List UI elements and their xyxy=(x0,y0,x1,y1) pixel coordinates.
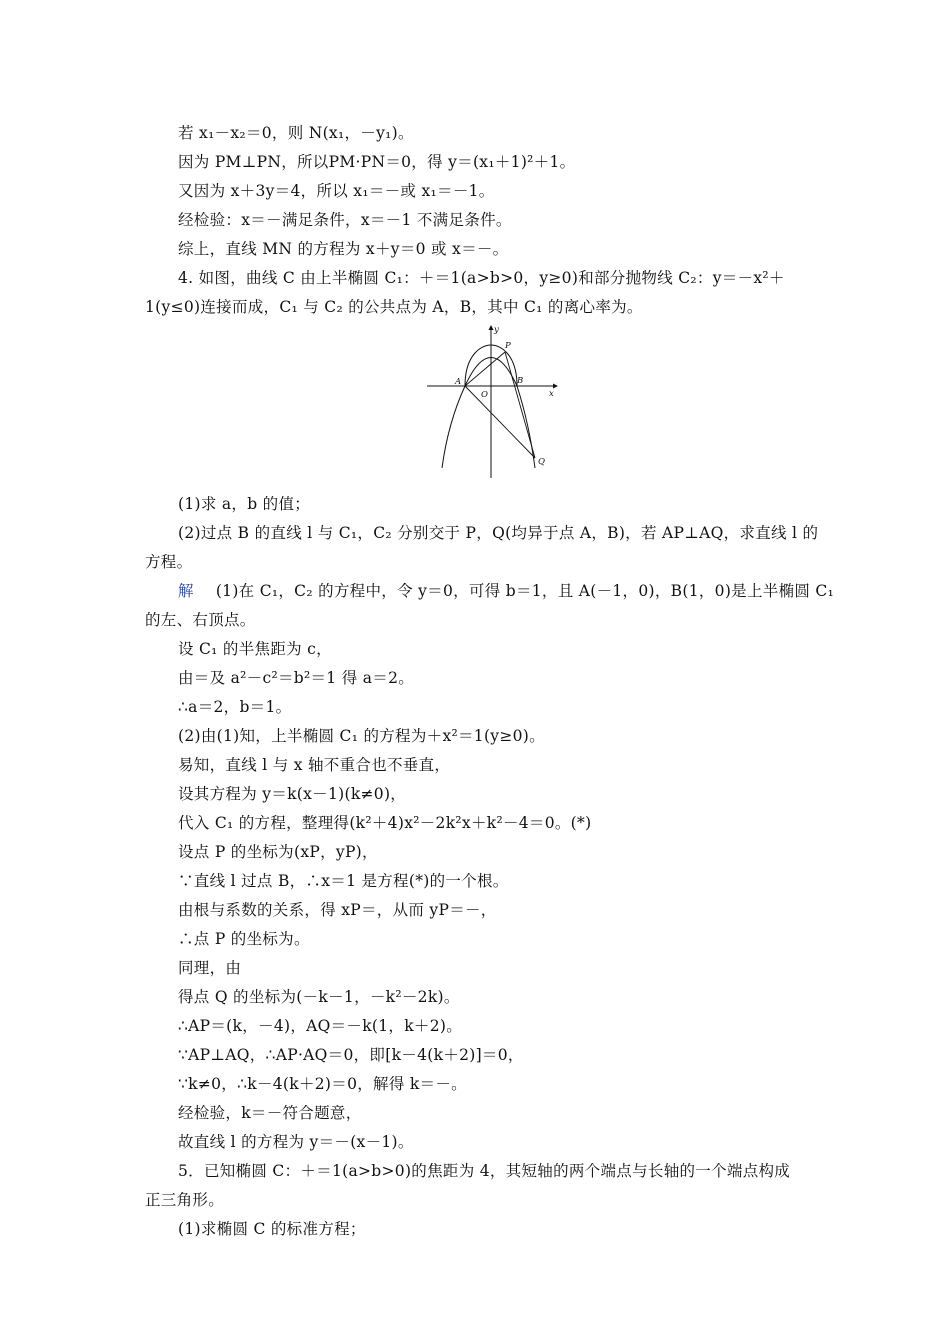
text-line: ∵AP⊥AQ，∴AP·AQ＝0，即[k－4(k＋2)]＝0， xyxy=(178,1046,524,1064)
text-line: ∴AP＝(k，－4)，AQ＝－k(1，k＋2)。 xyxy=(178,1017,463,1035)
solution-label: 解 xyxy=(178,582,194,600)
text-line: 方程。 xyxy=(145,553,193,571)
curve-diagram xyxy=(425,323,560,479)
text-line: (2)过点 B 的直线 l 与 C₁，C₂ 分别交于 P，Q(均异于点 A，B)，若 AP⊥AQ，求直线 l 的 xyxy=(178,524,819,542)
text-line: ∴a＝2，b＝1。 xyxy=(178,698,292,716)
point-label-b: B xyxy=(517,376,524,386)
text-line: 因为 PM⊥PN，所以PM·PN＝0，得 y＝(x₁＋1)²＋1。 xyxy=(178,153,576,171)
text-line: 若 x₁－x₂＝0，则 N(x₁，－y₁)。 xyxy=(178,124,414,142)
axis-label-x: x xyxy=(549,389,554,399)
text-line: 设其方程为 y＝k(x－1)(k≠0)， xyxy=(178,785,407,803)
point-label-p: P xyxy=(505,341,511,351)
point-label-q: Q xyxy=(538,457,545,467)
problem-5-line: 5．已知椭圆 C：＋＝1(a>b>0)的焦距为 4，其短轴的两个端点与长轴的一个端点构成 xyxy=(178,1162,791,1180)
text-line: 故直线 l 的方程为 y＝－(x－1)。 xyxy=(178,1133,414,1151)
x-axis-arrow xyxy=(553,384,558,389)
text-line: ∵k≠0，∴k－4(k＋2)＝0，解得 k＝－。 xyxy=(178,1075,467,1093)
point-label-a: A xyxy=(455,377,462,387)
text-line: 由＝及 a²－c²＝b²＝1 得 a＝2。 xyxy=(178,669,415,687)
text-line: 正三角形。 xyxy=(145,1191,225,1209)
segment-ap xyxy=(465,352,505,386)
origin-label: O xyxy=(481,390,488,400)
text-line: 易知，直线 l 与 x 轴不重合也不垂直， xyxy=(178,756,451,774)
text-line: 同理，由 xyxy=(178,959,242,977)
text-line: 设 C₁ 的半焦距为 c， xyxy=(178,640,332,658)
text-line: (2)由(1)知，上半椭圆 C₁ 的方程为＋x²＝1(y≥0)。 xyxy=(178,727,545,745)
curve-figure xyxy=(425,323,560,479)
problem-4-line: 4. 如图，曲线 C 由上半椭圆 C₁：＋＝1(a>b>0，y≥0)和部分抛物线 C₂：y＝－x²＋ xyxy=(178,269,785,287)
text-line: 经检验：x＝－满足条件，x＝－1 不满足条件。 xyxy=(178,211,512,229)
text-line: 1(y≤0)连接而成，C₁ 与 C₂ 的公共点为 A，B，其中 C₁ 的离心率为。 xyxy=(145,298,643,316)
parabola-curve xyxy=(442,358,535,469)
solution-line xyxy=(178,581,834,601)
axis-label-y: y xyxy=(494,325,499,335)
y-axis-arrow xyxy=(489,325,494,330)
text-line: 经检验，k＝－符合题意， xyxy=(178,1104,362,1122)
text-line: 代入 C₁ 的方程，整理得(k²＋4)x²－2k²x＋k²－4＝0。(*) xyxy=(178,814,592,832)
text-line: 的左、右顶点。 xyxy=(145,611,256,629)
text-line: ∴点 P 的坐标为。 xyxy=(178,930,310,948)
text-line: 又因为 x＋3y＝4，所以 x₁＝－或 x₁＝－1。 xyxy=(178,182,495,200)
text-line: (1)求 a，b 的值； xyxy=(178,495,311,513)
text-line: ∵直线 l 过点 B，∴x＝1 是方程(*)的一个根。 xyxy=(178,872,509,890)
text-line: 综上，直线 MN 的方程为 x＋y＝0 或 x＝－。 xyxy=(178,240,509,258)
text-line: 由根与系数的关系，得 xP＝，从而 yP＝－， xyxy=(178,901,497,919)
text-line: 设点 P 的坐标为(xP，yP)， xyxy=(178,843,378,861)
text-line: (1)求椭圆 C 的标准方程； xyxy=(178,1220,366,1238)
solution-text: (1)在 C₁，C₂ 的方程中，令 y＝0，可得 b＝1，且 A(－1，0)，B(1，0)是上半椭圆 C₁ xyxy=(215,582,835,600)
text-line: 得点 Q 的坐标为(－k－1，－k²－2k)。 xyxy=(178,988,460,1006)
